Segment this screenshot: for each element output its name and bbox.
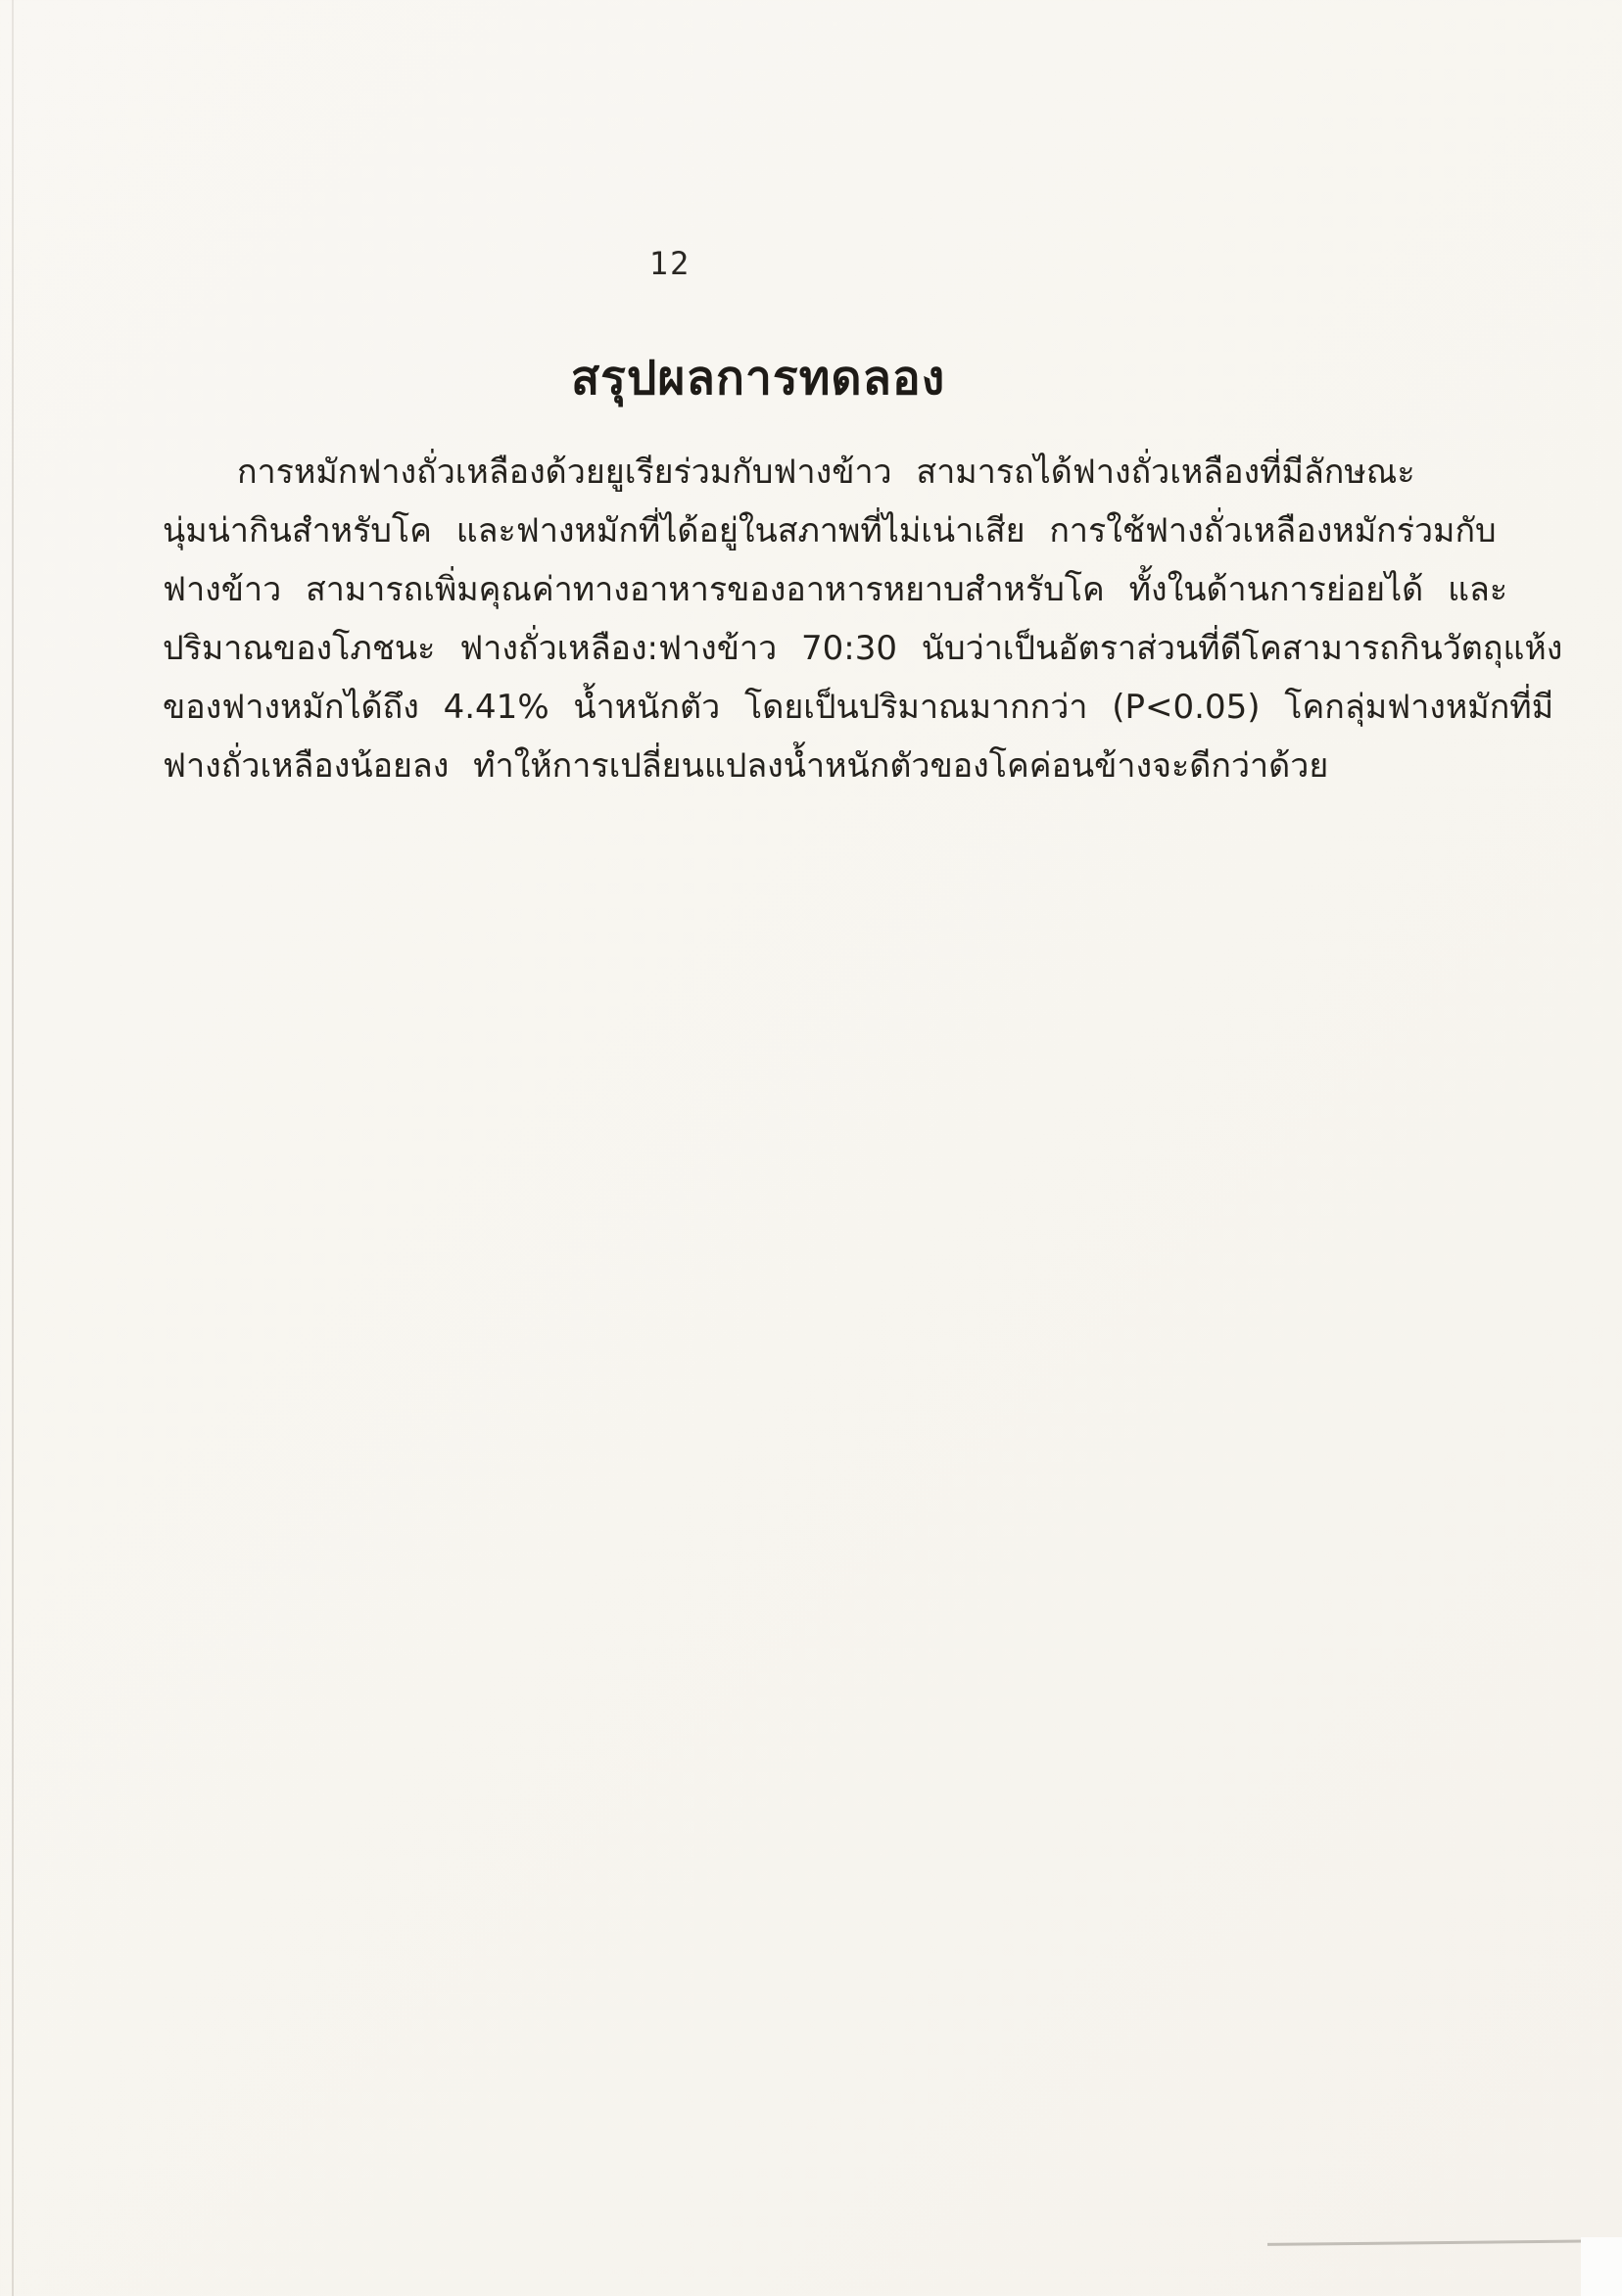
paragraph-line: ของฟางหมักได้ถึง 4.41% น้ำหนักตัว โดยเป็นปริมาณมากกว่า (P<0.05) โคกลุ่มฟางหมักที่มี <box>163 688 1554 727</box>
scan-artifact-left-line <box>12 0 14 2296</box>
page-number: 12 <box>648 245 692 282</box>
paragraph-line: ฟางข้าว สามารถเพิ่มคุณค่าทางอาหารของอาหารหยาบสำหรับโค ทั้งในด้านการย่อยได้ และ <box>163 570 1508 609</box>
paragraph-line: ปริมาณของโภชนะ ฟางถั่วเหลือง:ฟางข้าว 70:30 นับว่าเป็นอัตราส่วนที่ดีโคสามารถกินวัตถุแห้ง <box>163 629 1563 668</box>
scan-artifact-corner <box>1581 2237 1622 2296</box>
section-heading: สรุปผลการทดลอง <box>570 351 946 406</box>
scan-artifact-page-edge <box>1267 2239 1622 2246</box>
paragraph-line: นุ่มน่ากินสำหรับโค และฟางหมักที่ได้อยู่ในสภาพที่ไม่เน่าเสีย การใช้ฟางถั่วเหลืองหมักร่วมกับ <box>163 511 1497 550</box>
summary-paragraph <box>163 443 1563 795</box>
paragraph-line: ฟางถั่วเหลืองน้อยลง ทำให้การเปลี่ยนแปลงน้ำหนักตัวของโคค่อนข้างจะดีกว่าด้วย <box>163 746 1329 786</box>
paragraph-line: การหมักฟางถั่วเหลืองด้วยยูเรียร่วมกับฟางข้าว สามารถได้ฟางถั่วเหลืองที่มีลักษณะ <box>237 453 1415 492</box>
